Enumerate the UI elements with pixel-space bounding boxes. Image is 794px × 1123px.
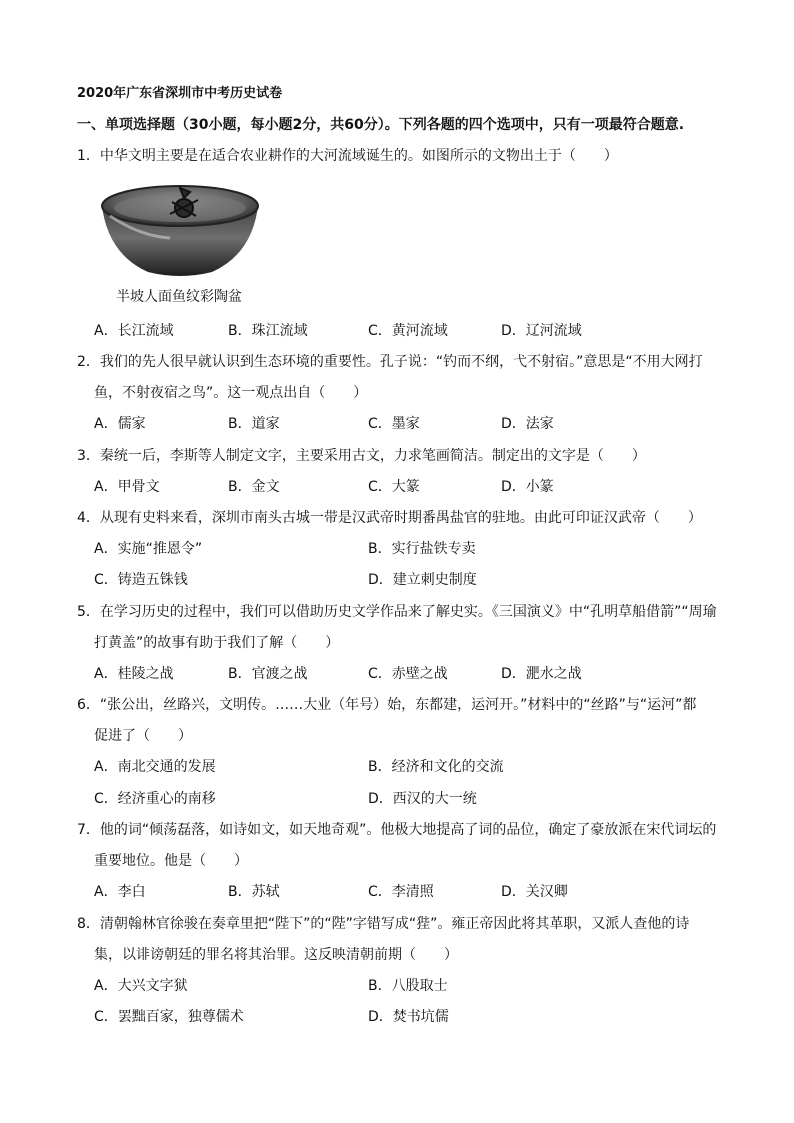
q2-option-c[interactable]: C．墨家 bbox=[368, 416, 420, 432]
q1-option-a[interactable]: A．长江流域 bbox=[94, 323, 174, 339]
q7-option-c[interactable]: C．李清照 bbox=[368, 884, 434, 900]
question-5-stem-line-1: 5．在学习历史的过程中，我们可以借助历史文学作品来了解史实。《三国演义》中“孔明草船借箭”“周瑜 bbox=[77, 604, 717, 620]
q7-option-b[interactable]: B．苏轼 bbox=[228, 884, 280, 900]
q4-option-b[interactable]: B．实行盐铁专卖 bbox=[368, 541, 476, 557]
q7-option-d[interactable]: D．关汉卿 bbox=[501, 884, 568, 900]
question-2-stem-line-2: 鱼，不射夜宿之鸟”。这一观点出自（ ） bbox=[94, 385, 368, 401]
q1-option-b[interactable]: B．珠江流域 bbox=[228, 323, 308, 339]
q1-option-c[interactable]: C．黄河流域 bbox=[368, 323, 448, 339]
q4-option-a[interactable]: A．实施“推恩令” bbox=[94, 541, 203, 557]
q5-option-d[interactable]: D．淝水之战 bbox=[501, 666, 582, 682]
q5-option-a[interactable]: A．桂陵之战 bbox=[94, 666, 174, 682]
q3-option-a[interactable]: A．甲骨文 bbox=[94, 479, 160, 495]
question-8-stem-line-2: 集，以诽谤朝廷的罪名将其治罪。这反映清朝前期（ ） bbox=[94, 947, 458, 963]
q6-option-b[interactable]: B．经济和文化的交流 bbox=[368, 759, 504, 775]
question-5-stem-line-2: 打黄盖”的故事有助于我们了解（ ） bbox=[94, 635, 340, 651]
q2-option-b[interactable]: B．道家 bbox=[228, 416, 280, 432]
q6-option-c[interactable]: C．经济重心的南移 bbox=[94, 791, 216, 807]
q8-option-c[interactable]: C．罢黜百家，独尊儒术 bbox=[94, 1009, 244, 1025]
question-3-stem: 3．秦统一后，李斯等人制定文字，主要采用古文，力求笔画简洁。制定出的文字是（ ） bbox=[77, 448, 646, 464]
question-6-stem-line-2: 促进了（ ） bbox=[94, 728, 192, 744]
q5-option-b[interactable]: B．官渡之战 bbox=[228, 666, 308, 682]
question-2-stem-line-1: 2．我们的先人很早就认识到生态环境的重要性。孔子说：“钓而不纲，弋不射宿。”意思是“不用大网打 bbox=[77, 354, 703, 370]
painted-pottery-basin-image bbox=[100, 176, 260, 280]
q6-option-d[interactable]: D．西汉的大一统 bbox=[368, 791, 477, 807]
q7-option-a[interactable]: A．李白 bbox=[94, 884, 146, 900]
q8-option-d[interactable]: D．焚书坑儒 bbox=[368, 1009, 449, 1025]
q2-option-a[interactable]: A．儒家 bbox=[94, 416, 146, 432]
question-6-stem-line-1: 6．“张公出，丝路兴，文明传。……大业（年号）始，东都建，运河开。”材料中的“丝路”与“运河”都 bbox=[77, 697, 697, 713]
question-7-stem-line-1: 7．他的词“倾荡磊落，如诗如文，如天地奇观”。他极大地提高了词的品位，确定了豪放派在宋代词坛的 bbox=[77, 822, 717, 838]
image-caption: 半坡人面鱼纹彩陶盆 bbox=[116, 289, 242, 305]
q6-option-a[interactable]: A．南北交通的发展 bbox=[94, 759, 216, 775]
q4-option-c[interactable]: C．铸造五铢钱 bbox=[94, 572, 188, 588]
q8-option-b[interactable]: B．八股取士 bbox=[368, 978, 448, 994]
question-1-stem: 1．中华文明主要是在适合农业耕作的大河流域诞生的。如图所示的文物出土于（ ） bbox=[77, 148, 618, 164]
question-7-stem-line-2: 重要地位。他是（ ） bbox=[94, 853, 248, 869]
question-8-stem-line-1: 8．清朝翰林官徐骏在奏章里把“陛下”的“陛”字错写成“狴”。雍正帝因此将其革职，又派人查他的诗 bbox=[77, 916, 690, 932]
q2-option-d[interactable]: D．法家 bbox=[501, 416, 554, 432]
question-4-stem: 4．从现有史料来看，深圳市南头古城一带是汉武帝时期番禺盐官的驻地。由此可印证汉武帝（ ） bbox=[77, 510, 702, 526]
q1-option-d[interactable]: D．辽河流域 bbox=[501, 323, 582, 339]
q3-option-c[interactable]: C．大篆 bbox=[368, 479, 420, 495]
q3-option-d[interactable]: D．小篆 bbox=[501, 479, 554, 495]
section-heading: 一、单项选择题（30小题，每小题2分，共60分）。下列各题的四个选项中，只有一项最符合题意. bbox=[77, 117, 685, 133]
exam-title: 2020年广东省深圳市中考历史试卷 bbox=[77, 86, 283, 101]
q5-option-c[interactable]: C．赤壁之战 bbox=[368, 666, 448, 682]
q3-option-b[interactable]: B．金文 bbox=[228, 479, 280, 495]
q4-option-d[interactable]: D．建立刺史制度 bbox=[368, 572, 477, 588]
q8-option-a[interactable]: A．大兴文字狱 bbox=[94, 978, 188, 994]
